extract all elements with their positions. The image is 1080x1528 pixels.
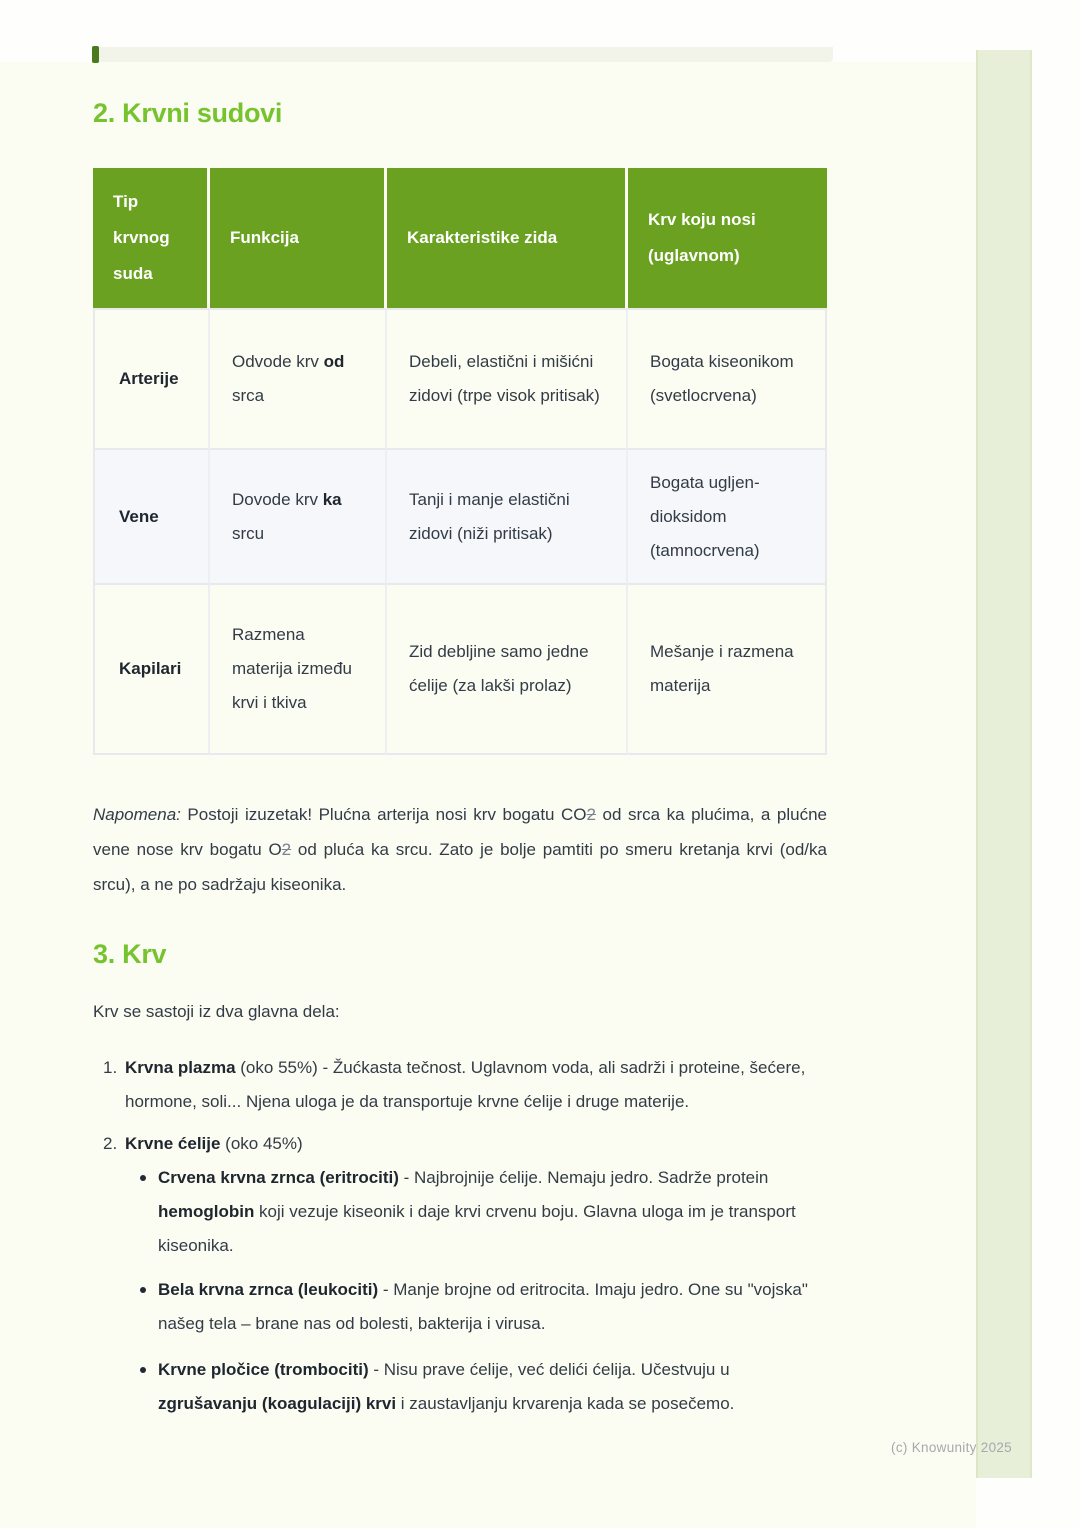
cell-function [210,308,387,450]
note-text: od srca ka plućima, a plućne vene nose krv bogatu O [93,805,828,859]
co2-subscript: 2 [586,805,596,824]
cell-wall: Zid debljine samo jedne ćelije (za lakši prolaz) [387,585,628,755]
bullet-body: - Najbrojnije ćelije. Nemaju jedro. Sadrže protein [398,1168,769,1187]
column-header-funkcija: Funkcija [210,168,387,308]
cell-type: Vene [93,450,210,585]
bullet-item-leukociti [140,1273,827,1341]
cell-blood: Bogata ugljen-dioksidom (tamnocrvena) [628,450,827,585]
section-heading-krv: 3. Krv [93,939,167,969]
intro-paragraph: Krv se sastoji iz dva glavna dela: [93,1002,340,1021]
cell-function [210,585,387,755]
cell-type: Kapilari [93,585,210,755]
bullet-text [158,1273,827,1341]
list-item-line [125,1127,827,1161]
document-content [93,0,827,1421]
bullet-dot [140,1367,146,1373]
bullet-text [158,1161,827,1263]
right-margin-stripe [976,50,1032,1478]
list-item-plazma [103,1051,827,1119]
bullet-term: zgrušavanju (koagulaciji) krvi [158,1394,397,1413]
list-item-text [125,1127,827,1421]
list-item-term: Krvne ćelije [125,1134,221,1153]
table-header-row [93,168,827,308]
column-header-tip: Tip krvnog suda [93,168,210,308]
cell-wall: Debeli, elastični i mišićni zidovi (trpe visok pritisak) [387,308,628,450]
list-number: 2. [103,1134,118,1153]
bullet-body: koji vezuje kiseonik i daje krvi crvenu boju. Glavna uloga im je transport kiseonika. [158,1202,796,1255]
bullet-list [125,1161,827,1421]
note-paragraph [93,797,827,902]
bullet-term: hemoglobin [158,1202,255,1221]
list-item-body: (oko 55%) - Žućkasta tečnost. Uglavnom voda, ali sadrži i proteine, šećere, hormone, soli... Njena uloga je da transportuje krvne ćelije i druge materije. [125,1058,806,1111]
list-item-term: Krvna plazma [125,1058,236,1077]
cell-text: Odvode krv [232,352,324,371]
cell-text: Dovode krv [232,489,323,509]
bullet-term: Crvena krvna zrnca (eritrociti) [158,1168,399,1187]
bullet-dot [140,1287,146,1293]
note-text: Postoji izuzetak! Plućna arterija nosi krv bogatu CO [180,805,587,824]
bullet-term: Bela krvna zrnca (leukociti) [158,1280,379,1299]
bullet-term: Krvne pločice (trombociti) [158,1360,369,1379]
column-header-krv: Krv koju nosi (uglavnom) [628,168,827,308]
note-text: od pluća ka srcu. Zato je bolje pamtiti po smeru kretanja krvi (od/ka srcu), a ne po sadržaju kiseonika. [93,840,827,894]
list-item-text [125,1051,827,1119]
note-label: Napomena: [93,805,181,824]
cell-text-bold: od [323,352,345,371]
cell-wall: Tanji i manje elastični zidovi (niži pritisak) [387,450,628,585]
cell-blood: Bogata kiseonikom (svetlocrvena) [628,308,827,450]
cell-text-bold: ka [322,489,342,509]
bullet-body: i zaustavljanju krvarenja kada se posečemo. [396,1394,735,1413]
column-header-karakteristike: Karakteristike zida [387,168,628,308]
numbered-list [93,1051,827,1421]
cell-text: Razmena materija između krvi i tkiva [232,625,352,712]
bullet-body: - Manje brojne od eritrocita. Imaju jedro. One su "vojska" našeg tela – brane nas od bolesti, bakterija i virusa. [158,1280,808,1333]
bullet-item-eritrociti [140,1161,827,1263]
copyright-watermark: (c) Knowunity 2025 [891,1440,1012,1455]
o2-subscript: 2 [281,840,292,859]
bullet-body: - Nisu prave ćelije, već delići ćelija. Učestvuju u [368,1360,730,1379]
bullet-item-trombociti [140,1353,827,1421]
table-row-vene [93,450,827,585]
cell-text: srcu [232,523,265,543]
list-item-celije [103,1127,827,1421]
cell-text: srca [232,386,265,405]
table-row-kapilari [93,585,827,755]
list-item-body: (oko 45%) [220,1134,303,1153]
list-number: 1. [103,1058,118,1077]
bullet-text [158,1353,827,1421]
bullet-dot [140,1175,146,1181]
blood-vessels-table [93,168,827,755]
cell-blood: Mešanje i razmena materija [628,585,827,755]
cell-type: Arterije [93,308,210,450]
section-heading-krvni-sudovi: 2. Krvni sudovi [93,98,283,128]
table-row-arterije [93,308,827,450]
cell-function [210,450,387,585]
